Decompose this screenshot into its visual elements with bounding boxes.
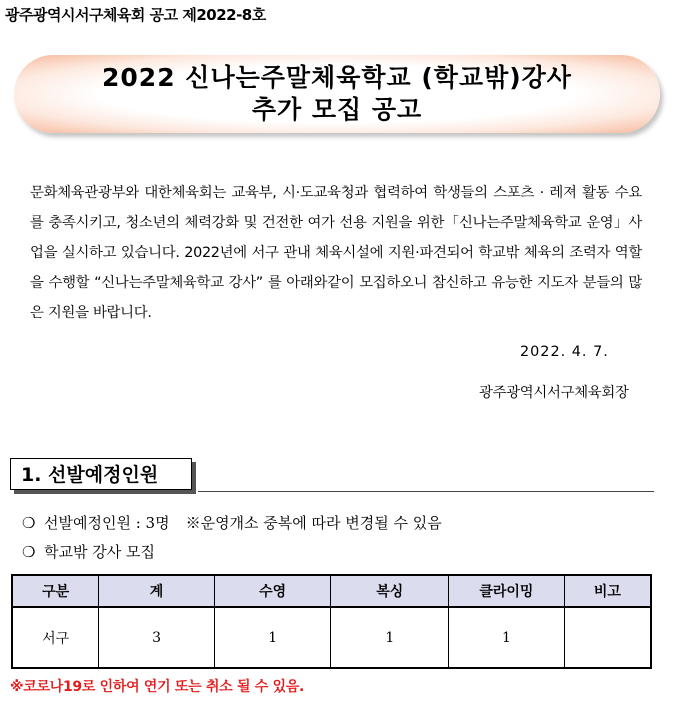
table-header-cell: 구분: [12, 575, 99, 607]
bullet-outside-instructor: [22, 541, 155, 562]
section-divider: [198, 491, 654, 492]
title-line-2: 추가 모집 공고: [251, 95, 423, 124]
table-header-cell: 복싱: [331, 575, 449, 607]
announcement-body: 문화체육관광부와 대한체육회는 교육부, 시·도교육청과 협력하여 학생들의 스포츠 · 레져 활동 수요를 충족시키고, 청소년의 체력강화 및 건전한 여가 선용 지원을 위한「신나는주말체육학교 운영」사업을 실시하고 있습니다. 2022년에 서구 관내 체육시설에 지원·파견되어 학교밖 체육의 조력자 역할을 수행할 “신나는주말체육학교 강사” 를 아래와같이 모집하오니 참신하고 유능한 지도자 분들의 많은 지원을 바랍니다.: [30, 185, 642, 321]
table-row: [12, 607, 651, 668]
table-cell-climbing: 1: [449, 607, 565, 668]
table-cell-boxing: 1: [331, 607, 449, 668]
table-cell-total: 3: [99, 607, 215, 668]
announcement-date: 2022. 4. 7.: [520, 344, 609, 360]
bullet-recruit-count-text: 선발예정인원 : 3명: [44, 514, 170, 532]
notice-number: 광주광역시서구체육회 공고 제2022-8호: [5, 6, 266, 24]
circle-bullet-icon: ❍: [22, 543, 36, 561]
covid-warning: ※코로나19로 인하여 연기 또는 취소 될 수 있음.: [10, 679, 305, 695]
section-heading-recruitment: 1. 선발예정인원: [10, 458, 192, 490]
table-header-row: [12, 575, 651, 607]
circle-bullet-icon: ❍: [22, 514, 36, 532]
bullet-recruit-count-note: ※운영개소 중복에 따라 변경될 수 있음: [185, 514, 442, 532]
recruitment-table: [11, 574, 652, 669]
table-cell-swimming: 1: [214, 607, 331, 668]
bullet-outside-instructor-text: 학교밖 강사 모집: [44, 543, 155, 561]
table-header-cell: 비고: [564, 575, 651, 607]
table-header-cell: 계: [99, 575, 215, 607]
table-header-cell: 클라이밍: [449, 575, 565, 607]
bullet-recruit-count: [22, 512, 442, 533]
table-cell-remarks: [564, 607, 651, 668]
title-line-1: 2022 신나는주말체육학교 (학교밖)강사: [102, 63, 572, 92]
table-cell-region: 서구: [12, 607, 99, 668]
title-banner: [14, 55, 660, 133]
table-header-cell: 수영: [214, 575, 331, 607]
organization-signature: 광주광역시서구체육회장: [479, 385, 629, 401]
